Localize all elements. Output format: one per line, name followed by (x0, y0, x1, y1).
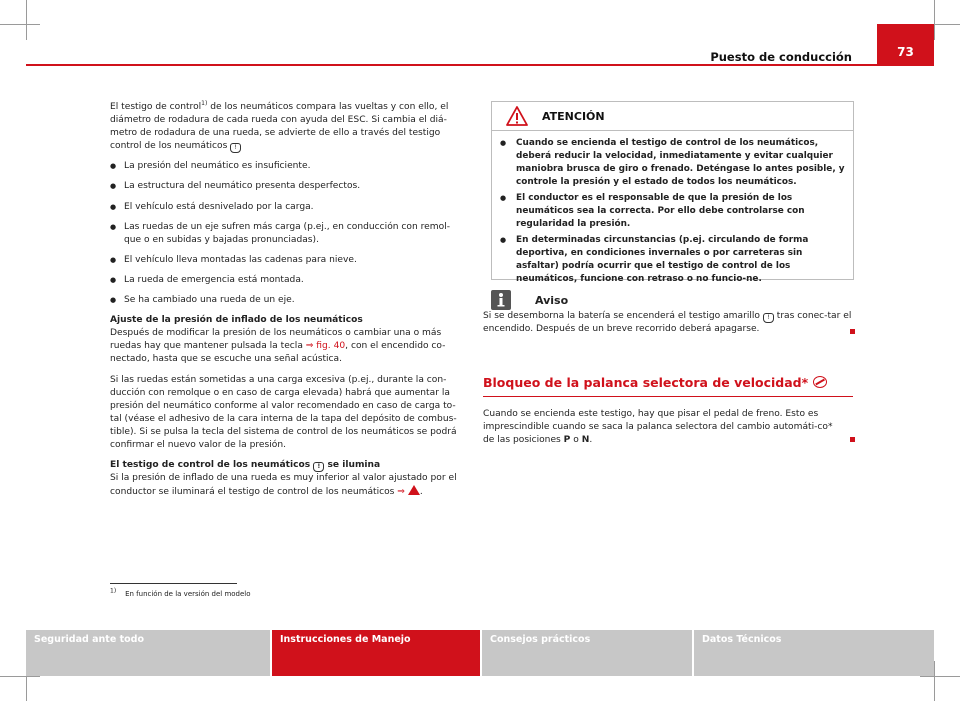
crop-mark (0, 24, 40, 25)
list-item: ● En determinadas circunstancias (p.ej. circulando de forma deportiva, en condiciones invernales o por carreteras sin asfaltar) podría ocurrir que el testigo de control de los neumáticos, funcione con retraso o no funcio-ne. (500, 234, 845, 286)
warning-triangle-icon (408, 485, 420, 495)
overload-paragraph: Si las ruedas están sometidas a una carga excesiva (p.ej., durante la con-ducción con remolque o en caso de carga elevada) habrá que aumentar la presión del neumático conforme al valor recomendado en caso de carga to-tal (véase el adhesivo de la cara interna de la tapa del depósito de combus-tible). Si se pulsa la tecla del sistema de control de los neumáticos se podrá confirmar el nuevo valor de la presión. (110, 374, 457, 450)
adjust-heading: Ajuste de la presión de inflado de los neumáticos (110, 315, 363, 326)
crop-mark (920, 676, 960, 677)
end-marker (850, 329, 855, 334)
footnote-rule (110, 583, 237, 584)
left-column (110, 101, 466, 506)
page-number (877, 24, 934, 66)
note-text: Si se desemborna la batería se encenderá el testigo amarillo ! tras conec-tar el encendido. Después de un breve recorrido deberá apagarse. (483, 311, 852, 335)
crop-mark (934, 0, 935, 40)
footnote-ref: 1) (201, 99, 208, 107)
list-item: ● El vehículo lleva montadas las cadenas para nieve. (110, 254, 466, 267)
list-item: ● El conductor es el responsable de que la presión de los neumáticos sea la correcta. Por ello debe controlarse con regularidad la presión. (500, 192, 845, 231)
tab-consejos[interactable]: Consejos prácticos (482, 630, 692, 676)
attention-box (491, 101, 854, 284)
list-item: ● La presión del neumático es insuficiente. (110, 160, 466, 173)
note-title: Aviso (535, 294, 569, 307)
adjust-paragraph: Después de modificar la presión de los neumáticos o cambiar una o más ruedas hay que mantener pulsada la tecla ⇒ fig. 40, con el encendido co-nectado, hasta que se escuche una señal acústica. (110, 328, 446, 365)
list-item: ● La rueda de emergencia está montada. (110, 274, 466, 287)
footnote: $^{1)}$ En función de la versión del modelo (110, 587, 251, 598)
tab-datos[interactable]: Datos Técnicos (694, 630, 934, 676)
info-note-icon (491, 290, 511, 310)
list-item: ● La estructura del neumático presenta desperfectos. (110, 180, 466, 193)
tyre-pressure-icon: ! (230, 143, 241, 153)
crop-mark (934, 661, 935, 701)
lamp-paragraph: Si la presión de inflado de una rueda es muy inferior al valor ajustado por el conductor se iluminará el testigo de control de los neumáticos ⇒ . (110, 473, 457, 498)
figure-link[interactable]: ⇒ fig. 40 (305, 341, 346, 352)
attention-title: ATENCIÓN (542, 109, 605, 123)
tyre-pressure-icon: ! (763, 313, 774, 323)
end-marker (850, 437, 855, 442)
section-heading: Bloqueo de la palanca selectora de velocidad* (483, 375, 827, 390)
attention-header (492, 102, 853, 131)
warning-triangle-icon (506, 106, 528, 126)
tab-seguridad[interactable]: Seguridad ante todo (26, 630, 270, 676)
crop-mark (26, 0, 27, 40)
crop-mark (0, 676, 40, 677)
warning-link[interactable]: ⇒ (397, 487, 420, 497)
tab-instrucciones[interactable]: Instrucciones de Manejo (272, 630, 480, 676)
section-paragraph: Cuando se encienda este testigo, hay que pisar el pedal de freno. Esto es imprescindible cuando se saca la palanca selectora del cambio automáti-co* de las posiciones P o N. (483, 409, 833, 446)
header-rule (26, 64, 934, 66)
section-rule (483, 396, 853, 397)
lamp-heading: El testigo de control de los neumáticos ! se ilumina (110, 460, 381, 471)
list-item: ● Las ruedas de un eje sufren más carga (p.ej., en conducción con remol-que o en subidas y bajadas pronunciadas). (110, 221, 466, 247)
list-item: ● El vehículo está desnivelado por la carga. (110, 201, 466, 214)
selector-lever-lock-icon (813, 376, 827, 388)
attention-body (492, 131, 853, 286)
page-number-label: 73 (897, 45, 914, 59)
page-section-title: Puesto de conducción (710, 50, 852, 64)
tyre-pressure-icon: ! (313, 462, 324, 472)
list-item: ● Se ha cambiado una rueda de un eje. (110, 294, 466, 307)
intro-paragraph: El testigo de control$^{1)}$ de los neumáticos compara las vueltas y con ello, el diámetro de rodadura de cada rueda con ayuda del ESC. Si cambia el diá-metro de rodadura de una rueda, se advierte de ello a través del testigo control de los neumáticos ! (110, 99, 449, 152)
list-item: ● Cuando se encienda el testigo de control de los neumáticos, deberá reducir la velocidad, inmediatamente y evitar cualquier maniobra brusca de giro o frenado. Deténgase lo antes posible, y controle la presión y el estado de todos los neumáticos. (500, 137, 845, 189)
